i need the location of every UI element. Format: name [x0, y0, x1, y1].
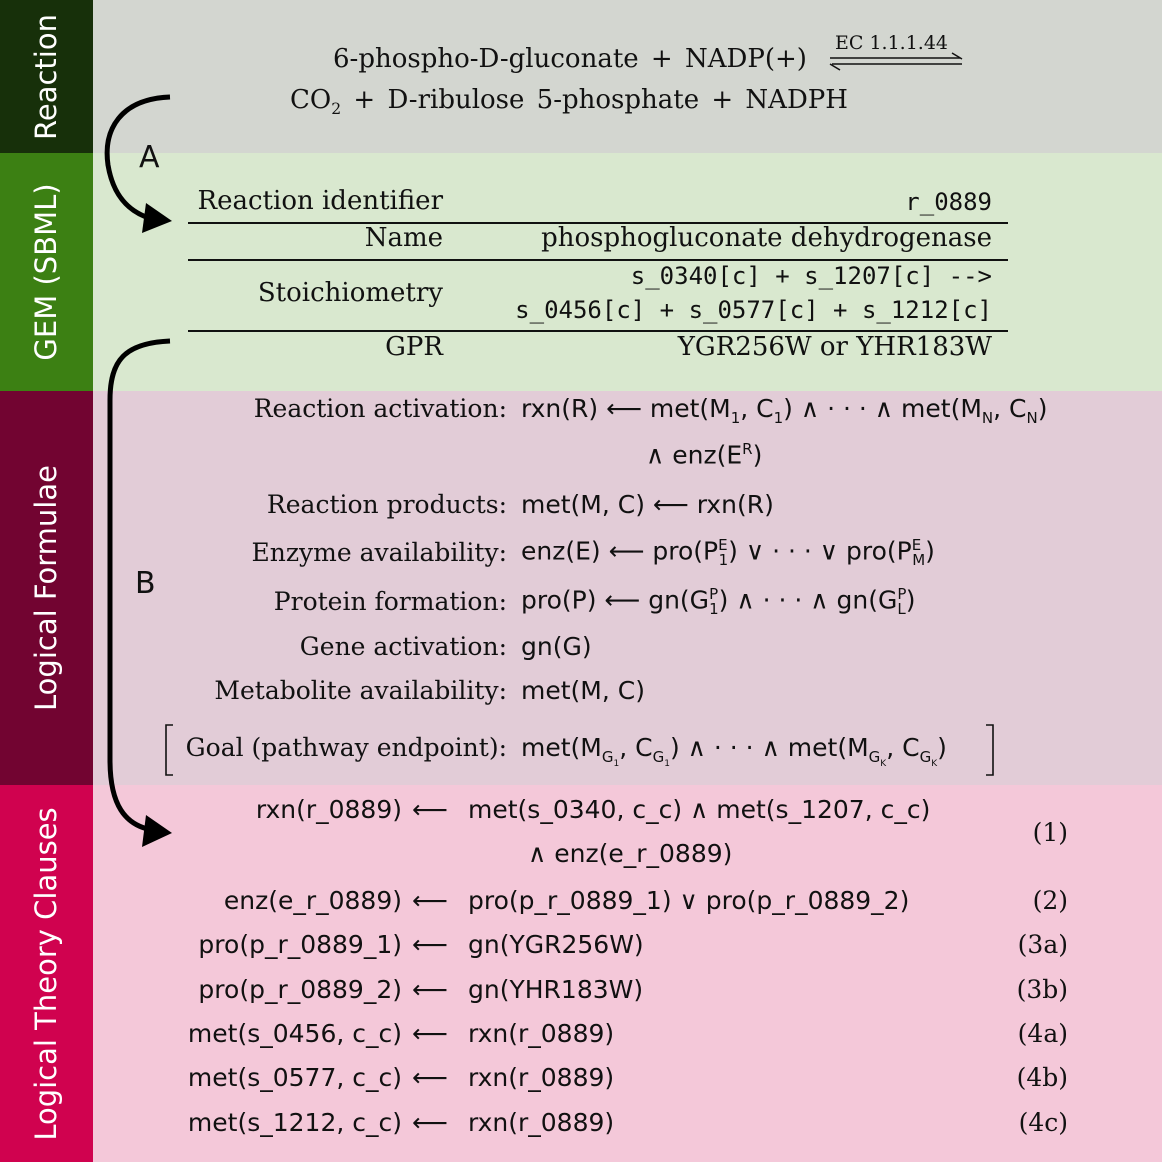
clause-1-arrow: ⟵ — [412, 795, 448, 824]
formula-enzyme-availability: enz(E) ⟵ $pro(P^E_1)$ ∨ · · · ∨ $pro(P^E_M)$ — [521, 536, 935, 570]
clause-3a-head: pro(p_r_0889_1) — [198, 930, 402, 959]
gem-id-value: r_0889 — [905, 188, 992, 216]
reaction-line-1: 6-phospho-D-gluconate + NADP(+) — [333, 44, 807, 74]
co2-text: CO — [290, 85, 332, 115]
gem-id-label: Reaction identifier — [197, 186, 443, 216]
clause-1-head: rxn(r_0889) — [255, 795, 402, 824]
logic-side-label: Logical Formulae — [29, 465, 63, 711]
formula-protein-formation: pro(P) ⟵ $gn(G^P_1)$ ∧ · · · ∧ $gn(G^P_L)$ — [521, 585, 916, 619]
formula-label-protein-formation: Protein formation: — [273, 587, 507, 616]
gem-stoich-label: Stoichiometry — [257, 278, 443, 308]
formula-metabolite-availability: met(M, C) — [521, 676, 645, 705]
formula-label-gene-activation: Gene activation: — [299, 632, 507, 661]
reaction-side-label: Reaction — [29, 13, 63, 140]
clause-2-body: pro(p_r_0889_1) ∨ pro(p_r_0889_2) — [468, 886, 910, 915]
formula-label-goal: Goal (pathway endpoint): — [185, 733, 507, 762]
clause-4b-arrow: ⟵ — [412, 1063, 448, 1092]
clause-1-body-cont: ∧ enz(e_r_0889) — [528, 839, 733, 868]
gem-gpr-label: GPR — [385, 332, 443, 362]
clause-4a-body: rxn(r_0889) — [468, 1019, 615, 1048]
formula-label-enzyme-availability: Enzyme availability: — [251, 538, 507, 567]
gem-gpr-value: YGR256W or YHR183W — [677, 332, 992, 362]
clause-4b-body: rxn(r_0889) — [468, 1063, 615, 1092]
clause-4c-number: (4c) — [1018, 1108, 1068, 1137]
arrow-b-head-icon — [142, 815, 172, 847]
gem-name-value: phosphogluconate dehydrogenase — [541, 223, 992, 253]
formula-reaction-activation: rxn(R) ⟵ $met(M_1$, $C_1$) ∧ · · · ∧ $met(M_N$, $C_N$) — [521, 394, 1048, 427]
clause-4c-body: rxn(r_0889) — [468, 1108, 615, 1137]
clause-2-number: (2) — [1032, 886, 1068, 915]
arrow-a-head-icon — [142, 203, 172, 233]
formula-reaction-products: met(M, C) ⟵ rxn(R) — [521, 490, 774, 519]
formula-label-reaction-products: Reaction products: — [266, 490, 507, 519]
formula-goal: $met(M_{G_1}$, $C_{G_1}$) ∧ · · · ∧ $met(M_{G_K}$, $C_{G_K}$) — [521, 733, 947, 769]
clause-3b-body: gn(YHR183W) — [468, 975, 644, 1004]
gem-stoich-value-2: s_0456[c] + s_0577[c] + s_1212[c] — [515, 296, 992, 324]
arrow-b-label: B — [135, 566, 156, 601]
clause-3b-head: pro(p_r_0889_2) — [198, 975, 402, 1004]
clause-4c-head: met(s_1212, c_c) — [187, 1108, 402, 1137]
clause-4a-head: met(s_0456, c_c) — [187, 1019, 402, 1048]
clause-3b-arrow: ⟵ — [412, 975, 448, 1004]
clause-4a-number: (4a) — [1017, 1019, 1068, 1048]
gem-stoich-value-1: s_0340[c] + s_1207[c] --> — [630, 262, 992, 290]
formula-label-reaction-activation: Reaction activation: — [253, 394, 507, 423]
clause-3a-number: (3a) — [1017, 930, 1068, 959]
ec-label: EC 1.1.1.44 — [835, 32, 949, 54]
clause-4c-arrow: ⟵ — [412, 1108, 448, 1137]
clause-3a-arrow: ⟵ — [412, 930, 448, 959]
co2-subscript: 2 — [331, 100, 342, 119]
clause-2-head: enz(e_r_0889) — [223, 886, 402, 915]
clause-1-body: met(s_0340, c_c) ∧ met(s_1207, c_c) — [468, 795, 931, 824]
clause-1-number: (1) — [1032, 818, 1068, 847]
reaction-line-2-rest: + D-ribulose 5-phosphate + NADPH — [341, 85, 848, 115]
arrow-a-label: A — [139, 140, 160, 175]
formula-reaction-activation-cont: ∧ $enz(E^R)$ — [646, 440, 763, 470]
clause-4b-number: (4b) — [1016, 1063, 1068, 1092]
clause-4a-arrow: ⟵ — [412, 1019, 448, 1048]
gem-name-label: Name — [364, 223, 443, 253]
formula-label-metabolite-availability: Metabolite availability: — [214, 676, 507, 705]
clause-4b-head: met(s_0577, c_c) — [187, 1063, 402, 1092]
clause-2-arrow: ⟵ — [412, 886, 448, 915]
clause-3b-number: (3b) — [1016, 975, 1068, 1004]
gem-side-label: GEM (SBML) — [29, 183, 63, 361]
clause-3a-body: gn(YGR256W) — [468, 930, 644, 959]
clauses-side-label: Logical Theory Clauses — [29, 806, 63, 1141]
formula-gene-activation: gn(G) — [521, 632, 592, 661]
